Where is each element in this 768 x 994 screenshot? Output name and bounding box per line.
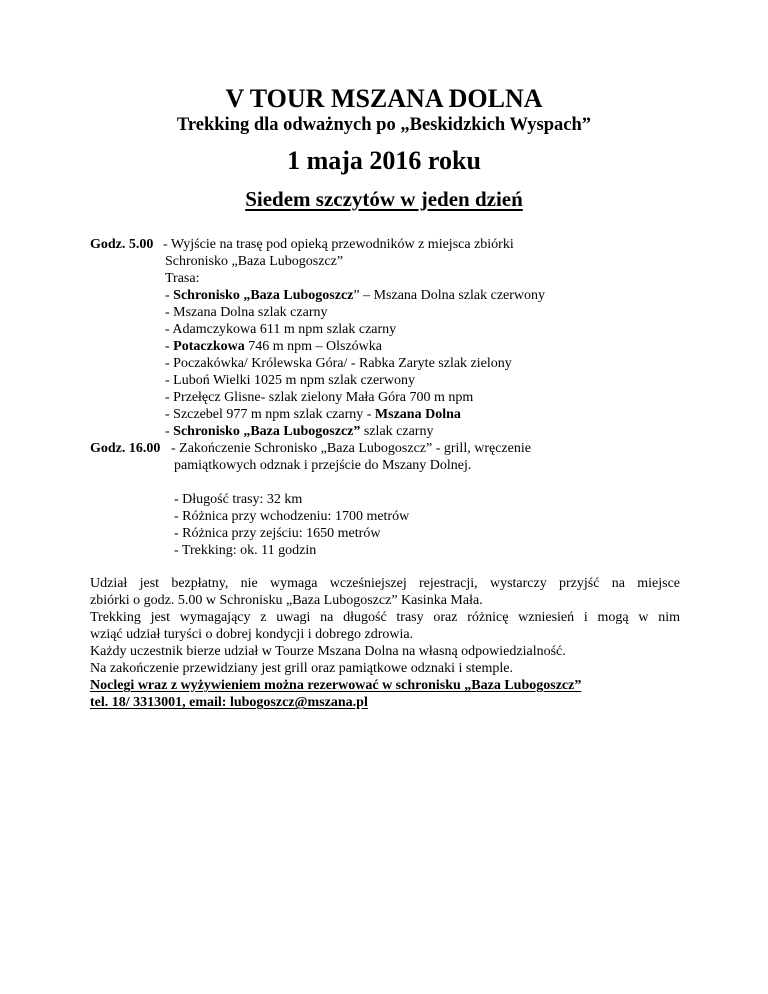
route-rest: szlak czarny — [360, 424, 434, 439]
start-place: Schronisko „Baza Lubogoszcz” — [165, 254, 344, 269]
stat-ascent: - Różnica przy wchodzeniu: 1700 metrów — [174, 509, 410, 524]
end-description: - Zakończenie Schronisko „Baza Lubogoszcz” - grill, wręczenie — [171, 441, 531, 456]
stat-length: - Długość trasy: 32 km — [174, 492, 303, 507]
route-item — [90, 287, 710, 304]
note-difficulty-2: wziąć udział turyści o dobrej kondycji i dobrego zdrowia. — [90, 627, 414, 642]
lodging-text: Noclegi wraz z wyżywieniem można rezerwować w schronisku „Baza Lubogoszcz” — [90, 678, 582, 693]
route-item-text — [165, 338, 382, 355]
page-title: V TOUR MSZANA DOLNA — [225, 84, 543, 113]
route-item-text: - Adamczykowa 611 m npm szlak czarny — [165, 322, 397, 337]
route-bold: Schronisko „Baza Lubogoszcz — [173, 288, 354, 303]
route-item-text: - Przełęcz Glisne- szlak zielony Mała Góra 700 m npm — [165, 390, 474, 405]
route-item — [90, 355, 710, 372]
note-participation-2: zbiórki o godz. 5.00 w Schronisku „Baza Lubogoszcz” Kasinka Mała. — [90, 593, 483, 608]
route-item-text: - Mszana Dolna szlak czarny — [165, 305, 328, 320]
route-item — [90, 338, 710, 355]
route-rest: ” – Mszana Dolna szlak czerwony — [353, 288, 546, 303]
note-difficulty-1: Trekking jest wymagający z uwagi na długość trasy oraz różnicę wzniesień i mogą w nim — [90, 610, 680, 625]
note-contact — [90, 694, 680, 711]
start-time-label: Godz. 5.00 — [90, 237, 154, 252]
schedule-section — [90, 236, 710, 559]
route-item-text — [165, 423, 433, 440]
route-item-text: - Luboń Wielki 1025 m npm szlak czerwony — [165, 373, 415, 388]
note-responsibility: Każdy uczestnik bierze udział w Tourze Mszana Dolna na własną odpowiedzialność. — [90, 644, 566, 659]
notes-section — [90, 575, 680, 711]
route-item-text — [165, 406, 461, 423]
route-bold: Potaczkowa — [173, 339, 245, 354]
route-label-row — [90, 270, 710, 287]
schedule-end-row-2 — [90, 457, 710, 474]
route-item — [90, 304, 710, 321]
stat-item — [90, 508, 710, 525]
route-bold: Schronisko „Baza Lubogoszcz” — [173, 424, 361, 439]
event-tagline — [0, 186, 768, 212]
stat-item — [90, 542, 710, 559]
route-dash: - — [165, 339, 174, 354]
stat-duration: - Trekking: ok. 11 godzin — [174, 543, 317, 558]
end-description-2: pamiątkowych odznak i przejście do Mszany Dolnej. — [174, 458, 472, 473]
contact-text: tel. 18/ 3313001, email: lubogoszcz@mszana.pl — [90, 695, 368, 710]
note-ending: Na zakończenie przewidziany jest grill oraz pamiątkowe odznaki i stemple. — [90, 661, 513, 676]
route-item — [90, 372, 710, 389]
stat-item — [90, 491, 710, 508]
route-text: - Szczebel 977 m npm szlak czarny - — [165, 407, 375, 422]
note-participation-1: Udział jest bezpłatny, nie wymaga wcześniejszej rejestracji, wystarczy przyjść na miejsce — [90, 576, 680, 591]
route-label: Trasa: — [165, 271, 200, 286]
page-subtitle: Trekking dla odważnych po „Beskidzkich Wyspach” — [176, 115, 592, 135]
route-bold: Mszana Dolna — [374, 407, 461, 422]
stat-descent: - Różnica przy zejściu: 1650 metrów — [174, 526, 381, 541]
route-item-text — [165, 287, 545, 304]
route-item — [90, 406, 710, 423]
note-lodging — [90, 677, 680, 694]
event-tagline-text: Siedem szczytów w jeden dzień — [245, 187, 523, 211]
schedule-end-row — [90, 440, 710, 457]
route-rest: 746 m npm – Olszówka — [244, 339, 382, 354]
end-time-label: Godz. 16.00 — [90, 441, 161, 456]
event-date: 1 maja 2016 roku — [287, 146, 481, 175]
schedule-start-place-row — [90, 253, 710, 270]
route-item — [90, 321, 710, 338]
schedule-start-row — [90, 236, 710, 253]
route-item — [90, 423, 710, 440]
route-dash: - — [165, 288, 174, 303]
stat-item — [90, 525, 710, 542]
start-description: - Wyjście na trasę pod opieką przewodników z miejsca zbiórki — [163, 237, 514, 252]
route-item-text: - Poczakówka/ Królewska Góra/ - Rabka Zaryte szlak zielony — [165, 356, 512, 371]
route-item — [90, 389, 710, 406]
route-dash: - — [165, 424, 174, 439]
spacer — [90, 474, 710, 491]
